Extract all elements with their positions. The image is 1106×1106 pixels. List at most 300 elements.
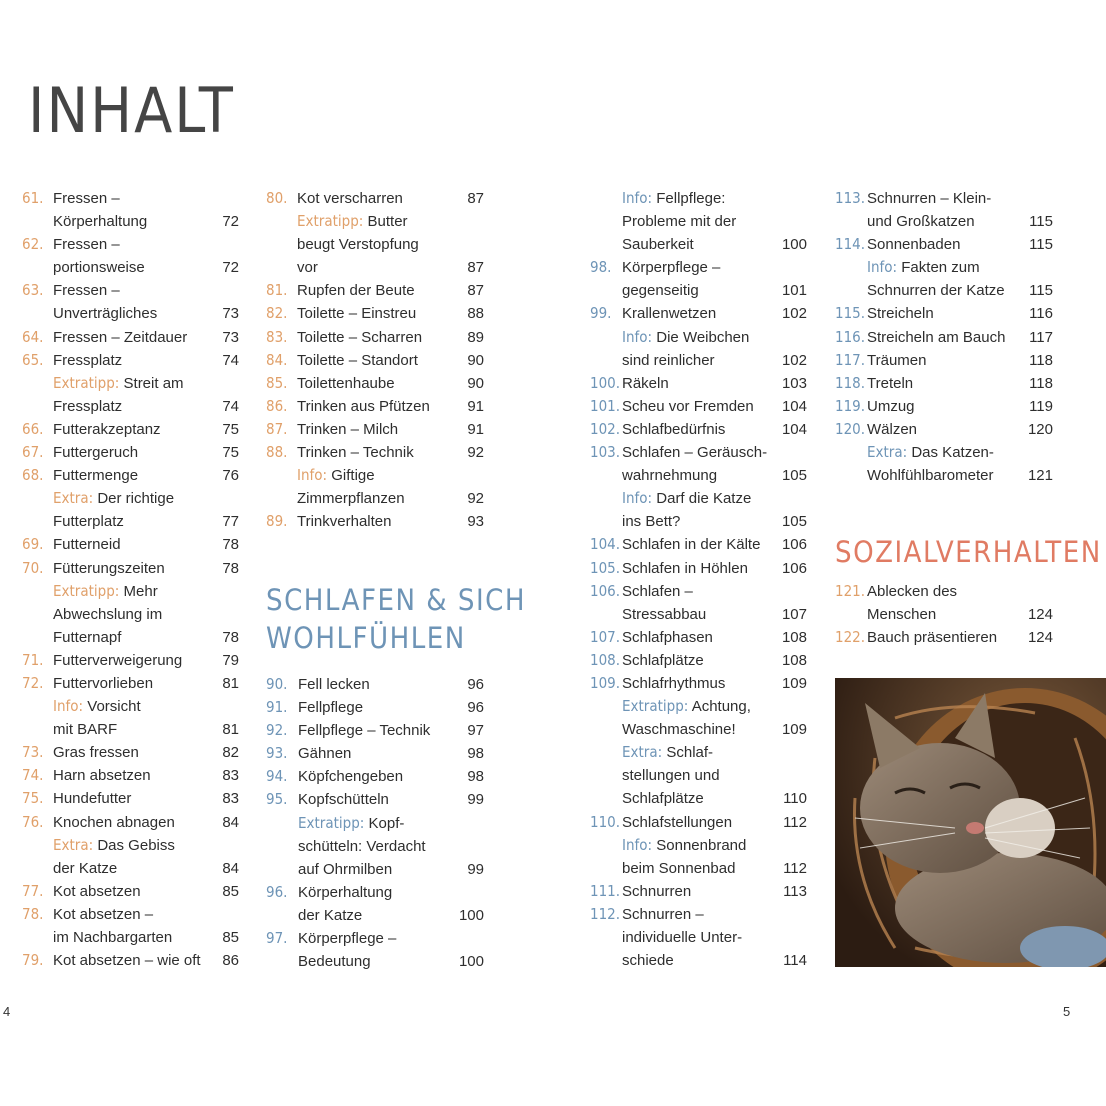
- entry-page-number: 87: [467, 190, 484, 207]
- entry-page-number: 77: [222, 513, 239, 531]
- entry-number: 112.: [590, 904, 621, 923]
- entry-number: 84.: [266, 350, 288, 369]
- entry-page-number: 72: [222, 213, 239, 231]
- toc-entry: [590, 533, 807, 556]
- entry-title: [297, 302, 416, 325]
- entry-page-number: 119: [1029, 397, 1053, 415]
- toc-entry-continuation: [835, 210, 1053, 233]
- entry-title: [622, 395, 754, 418]
- entry-title-text: auf Ohrmilben: [298, 860, 393, 878]
- entry-title-text: Futterplatz: [53, 513, 124, 531]
- entry-page-number: 109: [781, 674, 807, 692]
- entry-page-number: 74: [222, 351, 239, 369]
- entry-title: [622, 372, 669, 395]
- toc-entry-continuation: [22, 626, 239, 649]
- entry-title-text: Schlaf-: [666, 744, 714, 762]
- entry-page-number: 115: [1029, 282, 1053, 300]
- entry-title: [622, 672, 725, 695]
- entry-title-text: Stressabbau: [622, 605, 707, 623]
- entry-title: [867, 326, 1005, 349]
- entry-title-text: Kot absetzen: [53, 882, 141, 900]
- entry-title-text: Fressplatz: [53, 351, 123, 369]
- toc-column-6: [835, 580, 1053, 649]
- toc-entry-continuation: [266, 950, 484, 973]
- entry-title: [297, 464, 375, 487]
- entry-title: [297, 510, 391, 533]
- entry-title: [53, 187, 120, 210]
- entry-number: 117.: [835, 350, 866, 369]
- entry-title-text: Kot verscharren: [297, 190, 403, 207]
- entry-tag: Extra:: [622, 743, 663, 762]
- entry-title-text: Giftige: [331, 467, 375, 485]
- entry-title: [53, 418, 161, 441]
- entry-title: [53, 764, 151, 787]
- entry-title-text: Fressen –: [53, 190, 120, 207]
- entry-number: 118.: [835, 373, 866, 392]
- entry-number: 104.: [590, 535, 621, 554]
- toc-entry-continuation: [590, 949, 807, 972]
- entry-number: 105.: [590, 558, 621, 577]
- toc-entry-continuation: [22, 603, 239, 626]
- entry-title-text: Schnurren – Klein-: [867, 190, 992, 207]
- entry-title: [298, 904, 362, 927]
- entry-page-number: 75: [222, 444, 239, 462]
- entry-number: 90.: [266, 675, 288, 693]
- entry-page-number: 124: [1027, 606, 1053, 624]
- toc-entry: [22, 187, 239, 210]
- toc-column-1: [22, 187, 239, 972]
- entry-number: 114.: [835, 235, 866, 254]
- entry-number: 72.: [22, 673, 44, 692]
- entry-page-number: 85: [222, 882, 239, 900]
- entry-number: 79.: [22, 951, 44, 970]
- entry-tag: Extra:: [53, 489, 94, 508]
- toc-column-4: [590, 187, 807, 972]
- entry-page-number: 116: [1029, 305, 1053, 323]
- entry-page-number: 78: [222, 628, 239, 646]
- entry-page-number: 99: [467, 791, 484, 809]
- toc-entry: [22, 464, 239, 487]
- toc-entry-continuation: [835, 256, 1053, 279]
- entry-tag: Info:: [53, 697, 84, 716]
- entry-title: [297, 187, 403, 210]
- entry-title-text: Körperhaltung: [53, 213, 148, 231]
- entry-title-text: Scheu vor Fremden: [622, 397, 754, 415]
- entry-title-text: Die Weibchen: [656, 328, 750, 346]
- entry-title-text: Sauberkeit: [622, 236, 694, 254]
- entry-title: [867, 464, 993, 487]
- entry-tag: Extratipp:: [622, 697, 689, 716]
- entry-title-text: Fellpflege:: [656, 190, 726, 207]
- entry-title: [297, 441, 414, 464]
- entry-page-number: 84: [222, 813, 239, 831]
- toc-entry: [590, 672, 807, 695]
- entry-title-text: Futtermenge: [53, 467, 139, 485]
- entry-title-text: Futterneid: [53, 536, 121, 554]
- entry-title-text: Umzug: [867, 397, 915, 415]
- entry-number: 116.: [835, 327, 866, 346]
- toc-entry: [590, 256, 807, 279]
- entry-title-text: Fellpflege: [298, 699, 364, 717]
- toc-entry: [22, 811, 239, 834]
- entry-title: [622, 279, 699, 302]
- entry-title: [53, 695, 141, 718]
- entry-title-text: Streit am: [123, 374, 184, 392]
- toc-entry: [22, 349, 239, 372]
- entry-title-text: Sonnenbrand: [656, 836, 747, 854]
- entry-title-text: Abwechslung im: [53, 605, 163, 623]
- entry-page-number: 104: [781, 397, 807, 415]
- entry-title: [622, 557, 748, 580]
- entry-title-text: Kopf-: [368, 814, 405, 832]
- entry-title: [53, 395, 122, 418]
- entry-title-text: Butter: [367, 213, 408, 231]
- entry-title-text: im Nachbargarten: [53, 929, 173, 946]
- entry-title: [53, 372, 184, 395]
- toc-entry-continuation: [22, 695, 239, 718]
- entry-title-text: Schlafen in der Kälte: [622, 536, 761, 554]
- toc-entry: [266, 673, 484, 696]
- toc-entry: [590, 395, 807, 418]
- entry-title: [53, 233, 120, 256]
- toc-entry-continuation: [835, 279, 1053, 302]
- entry-title-text: Waschmaschine!: [622, 721, 736, 739]
- entry-title-text: Fressplatz: [53, 397, 123, 415]
- toc-entry: [22, 418, 239, 441]
- toc-entry: [22, 233, 239, 256]
- toc-entry: [266, 881, 484, 904]
- entry-title-text: Menschen: [867, 606, 937, 624]
- entry-title: [867, 210, 975, 233]
- entry-title: [53, 649, 182, 672]
- entry-title: [622, 741, 713, 764]
- entry-number: 75.: [22, 789, 44, 808]
- entry-number: 121.: [835, 582, 866, 600]
- entry-number: 99.: [590, 304, 612, 323]
- entry-title-text: Ablecken des: [867, 583, 958, 600]
- entry-number: 73.: [22, 743, 44, 762]
- entry-title-text: Gähnen: [298, 745, 352, 763]
- entry-number: 119.: [835, 396, 866, 415]
- toc-entry-continuation: [590, 741, 807, 764]
- entry-title-text: Wohlfühlbarometer: [867, 467, 994, 485]
- entry-title: [622, 626, 713, 649]
- entry-title: [53, 811, 175, 834]
- entry-number: 62.: [22, 235, 44, 254]
- entry-title-text: Das Katzen-: [911, 444, 994, 462]
- toc-entry: [22, 557, 239, 580]
- toc-entry: [835, 580, 1053, 603]
- entry-title-text: Das Gebiss: [97, 836, 175, 854]
- entry-tag: Extratipp:: [298, 813, 365, 832]
- entry-page-number: 87: [467, 282, 484, 300]
- entry-title-text: Bauch präsentieren: [867, 629, 998, 647]
- toc-entry-continuation: [266, 835, 484, 858]
- entry-number: 65.: [22, 350, 44, 369]
- entry-title-text: wahrnehmung: [622, 467, 718, 485]
- entry-page-number: 104: [781, 420, 807, 438]
- toc-entry-continuation: [22, 395, 239, 418]
- entry-title: [622, 441, 767, 464]
- entry-title: [53, 626, 121, 649]
- entry-number: 68.: [22, 466, 44, 485]
- entry-page-number: 102: [781, 351, 807, 369]
- toc-entry-continuation: [266, 210, 484, 233]
- entry-page-number: 105: [781, 467, 807, 485]
- entry-number: 94.: [266, 767, 288, 786]
- entry-number: 115.: [835, 304, 866, 323]
- entry-page-number: 100: [458, 953, 484, 971]
- entry-title-text: Schlafplätze: [622, 790, 704, 808]
- entry-title-text: Toilette – Einstreu: [297, 305, 417, 323]
- toc-entry-continuation: [22, 372, 239, 395]
- entry-title-text: Räkeln: [622, 374, 669, 392]
- entry-title: [298, 765, 403, 788]
- entry-number: 92.: [266, 721, 288, 740]
- entry-title-text: Schlafplätze: [622, 651, 704, 669]
- toc-entry: [590, 580, 807, 603]
- entry-title: [867, 372, 913, 395]
- entry-title: [622, 187, 725, 210]
- toc-entry: [835, 326, 1053, 349]
- entry-title: [297, 349, 418, 372]
- entry-tag: Info:: [622, 835, 653, 854]
- toc-entry-continuation: [835, 441, 1053, 464]
- entry-number: 122.: [835, 628, 866, 647]
- entry-tag: Info:: [622, 489, 653, 508]
- entry-page-number: 74: [222, 397, 239, 415]
- entry-title-text: Fressen –: [53, 236, 120, 254]
- toc-entry: [22, 649, 239, 672]
- entry-title: [622, 326, 749, 349]
- section-heading-schlafen: [266, 581, 526, 657]
- toc-column-2: [266, 187, 484, 533]
- entry-page-number: 106: [781, 559, 807, 577]
- entry-title-text: beugt Verstopfung: [297, 236, 419, 254]
- entry-number: 76.: [22, 812, 44, 831]
- entry-title-text: Knochen abnagen: [53, 813, 175, 831]
- entry-title: [867, 233, 960, 256]
- entry-title-text: Schlafen – Geräusch-: [622, 444, 768, 462]
- entry-title-text: Rupfen der Beute: [297, 282, 415, 300]
- entry-page-number: 82: [222, 744, 239, 762]
- entry-page-number: 113: [783, 882, 807, 900]
- entry-title-text: Schlafphasen: [622, 628, 713, 646]
- toc-entry: [266, 788, 484, 811]
- entry-title-text: Der richtige: [97, 490, 175, 508]
- entry-title-text: vor: [297, 259, 318, 277]
- entry-title-text: Toilette – Scharren: [297, 328, 423, 346]
- toc-entry: [835, 418, 1053, 441]
- entry-number: 87.: [266, 419, 288, 438]
- entry-title-text: Gras fressen: [53, 744, 139, 762]
- entry-page-number: 72: [222, 259, 239, 277]
- entry-tag: Extratipp:: [53, 373, 120, 392]
- entry-title-text: Körperpflege –: [298, 930, 397, 948]
- toc-entry-continuation: [22, 857, 239, 880]
- entry-title: [53, 557, 165, 580]
- entry-title: [298, 950, 371, 973]
- entry-title-text: Fellpflege – Technik: [298, 722, 431, 740]
- toc-entry-continuation: [590, 187, 807, 210]
- entry-title-text: Futternapf: [53, 628, 122, 646]
- entry-page-number: 105: [781, 513, 807, 531]
- entry-title-text: Fressen –: [53, 282, 120, 300]
- entry-title: [867, 349, 926, 372]
- toc-entry-continuation: [22, 302, 239, 325]
- entry-title-text: Fell lecken: [298, 676, 370, 693]
- entry-title: [622, 210, 736, 233]
- entry-title-text: gegenseitig: [622, 282, 699, 300]
- entry-page-number: 73: [222, 328, 239, 346]
- entry-title: [867, 603, 936, 626]
- toc-entry: [266, 927, 484, 950]
- entry-title: [53, 834, 175, 857]
- entry-page-number: 96: [467, 676, 484, 693]
- toc-entry: [590, 626, 807, 649]
- toc-entry: [266, 719, 484, 742]
- entry-title: [297, 326, 422, 349]
- toc-entry: [590, 418, 807, 441]
- entry-title-text: Schnurren: [622, 882, 692, 900]
- toc-entry-continuation: [266, 812, 484, 835]
- entry-title-text: Trinken – Technik: [297, 444, 414, 462]
- toc-entry: [22, 279, 239, 302]
- entry-tag: Info:: [867, 258, 898, 277]
- entry-page-number: 115: [1029, 213, 1053, 231]
- toc-entry: [22, 441, 239, 464]
- toc-entry-continuation: [590, 210, 807, 233]
- toc-entry-continuation: [590, 349, 807, 372]
- toc-entry: [590, 302, 807, 325]
- entry-page-number: 101: [781, 282, 807, 300]
- entry-number: 98.: [590, 258, 612, 277]
- entry-title-text: und Großkatzen: [867, 213, 975, 231]
- entry-page-number: 91: [467, 420, 484, 438]
- entry-title: [622, 233, 694, 256]
- entry-number: 61.: [22, 189, 44, 207]
- entry-title: [622, 718, 736, 741]
- entry-title: [867, 256, 980, 279]
- entry-page-number: 100: [458, 906, 484, 924]
- entry-number: 106.: [590, 581, 621, 600]
- entry-tag: Info:: [622, 189, 653, 207]
- toc-entry: [22, 764, 239, 787]
- entry-title-text: Körperpflege –: [622, 259, 721, 277]
- entry-number: 91.: [266, 698, 288, 717]
- toc-entry: [835, 395, 1053, 418]
- entry-title-text: Achtung,: [691, 698, 751, 716]
- entry-title: [298, 927, 396, 950]
- toc-entry: [590, 441, 807, 464]
- toc-entry: [835, 302, 1053, 325]
- entry-title-text: portionsweise: [53, 259, 145, 277]
- entry-number: 67.: [22, 443, 44, 462]
- entry-title-text: Sonnenbaden: [867, 236, 961, 254]
- toc-entry: [266, 441, 484, 464]
- entry-page-number: 117: [1029, 328, 1053, 346]
- toc-entry: [266, 510, 484, 533]
- entry-title-text: Trinkverhalten: [297, 513, 392, 531]
- toc-entry: [266, 326, 484, 349]
- entry-title: [53, 464, 138, 487]
- entry-title-text: Träumen: [867, 351, 927, 369]
- entry-title: [622, 903, 704, 926]
- entry-number: 103.: [590, 443, 621, 462]
- entry-page-number: 86: [222, 952, 239, 970]
- entry-page-number: 90: [467, 374, 484, 392]
- toc-entry-continuation: [22, 718, 239, 741]
- toc-column-5: [835, 187, 1053, 487]
- entry-page-number: 85: [222, 929, 239, 946]
- entry-page-number: 103: [781, 374, 807, 392]
- toc-entry: [266, 395, 484, 418]
- entry-title-text: Toilette – Standort: [297, 351, 418, 369]
- entry-title: [53, 349, 122, 372]
- entry-title: [53, 510, 124, 533]
- entry-title: [53, 926, 172, 949]
- entry-title: [622, 533, 760, 556]
- entry-tag: Extratipp:: [53, 581, 120, 600]
- toc-entry-continuation: [590, 464, 807, 487]
- entry-page-number: 110: [783, 790, 807, 808]
- entry-page-number: 92: [467, 444, 484, 462]
- toc-entry: [590, 903, 807, 926]
- entry-number: 64.: [22, 327, 44, 346]
- entry-page-number: 83: [222, 767, 239, 785]
- entry-page-number: 100: [781, 236, 807, 254]
- entry-tag: Info:: [622, 327, 653, 346]
- entry-title: [297, 418, 398, 441]
- entry-number: 74.: [22, 766, 44, 785]
- entry-title: [622, 603, 706, 626]
- entry-number: 82.: [266, 304, 288, 323]
- entry-page-number: 79: [222, 651, 239, 669]
- entry-title-text: Kot absetzen – wie oft: [53, 952, 201, 970]
- entry-title-text: Schlafen –: [622, 582, 693, 600]
- entry-title-text: Krallenwetzen: [622, 305, 717, 323]
- toc-entry: [266, 418, 484, 441]
- entry-number: 111.: [590, 881, 621, 900]
- entry-number: 113.: [835, 189, 866, 207]
- toc-entry-continuation: [590, 764, 807, 787]
- entry-number: 109.: [590, 673, 621, 692]
- entry-page-number: 76: [222, 467, 239, 485]
- toc-entry-continuation: [590, 603, 807, 626]
- entry-page-number: 97: [467, 722, 484, 740]
- entry-title-text: Bedeutung: [298, 953, 371, 971]
- toc-entry-continuation: [266, 464, 484, 487]
- entry-title: [298, 696, 363, 719]
- toc-entry: [266, 372, 484, 395]
- entry-page-number: 108: [781, 628, 807, 646]
- entry-title-text: schütteln: Verdacht: [298, 837, 426, 855]
- entry-title: [622, 834, 746, 857]
- entry-title: [53, 256, 145, 279]
- toc-entry-continuation: [22, 210, 239, 233]
- entry-title: [53, 880, 141, 903]
- entry-title: [622, 580, 693, 603]
- entry-page-number: 112: [783, 813, 807, 831]
- toc-entry: [22, 326, 239, 349]
- entry-title: [622, 487, 751, 510]
- entry-number: 102.: [590, 419, 621, 438]
- entry-title-text: Fressen – Zeitdauer: [53, 328, 188, 346]
- entry-title-text: Schlafen in Höhlen: [622, 559, 748, 577]
- entry-title-text: Schlafbedürfnis: [622, 420, 726, 438]
- entry-title: [53, 787, 131, 810]
- section-heading-sozialverhalten: SOZIALVERHALTEN: [835, 535, 1102, 569]
